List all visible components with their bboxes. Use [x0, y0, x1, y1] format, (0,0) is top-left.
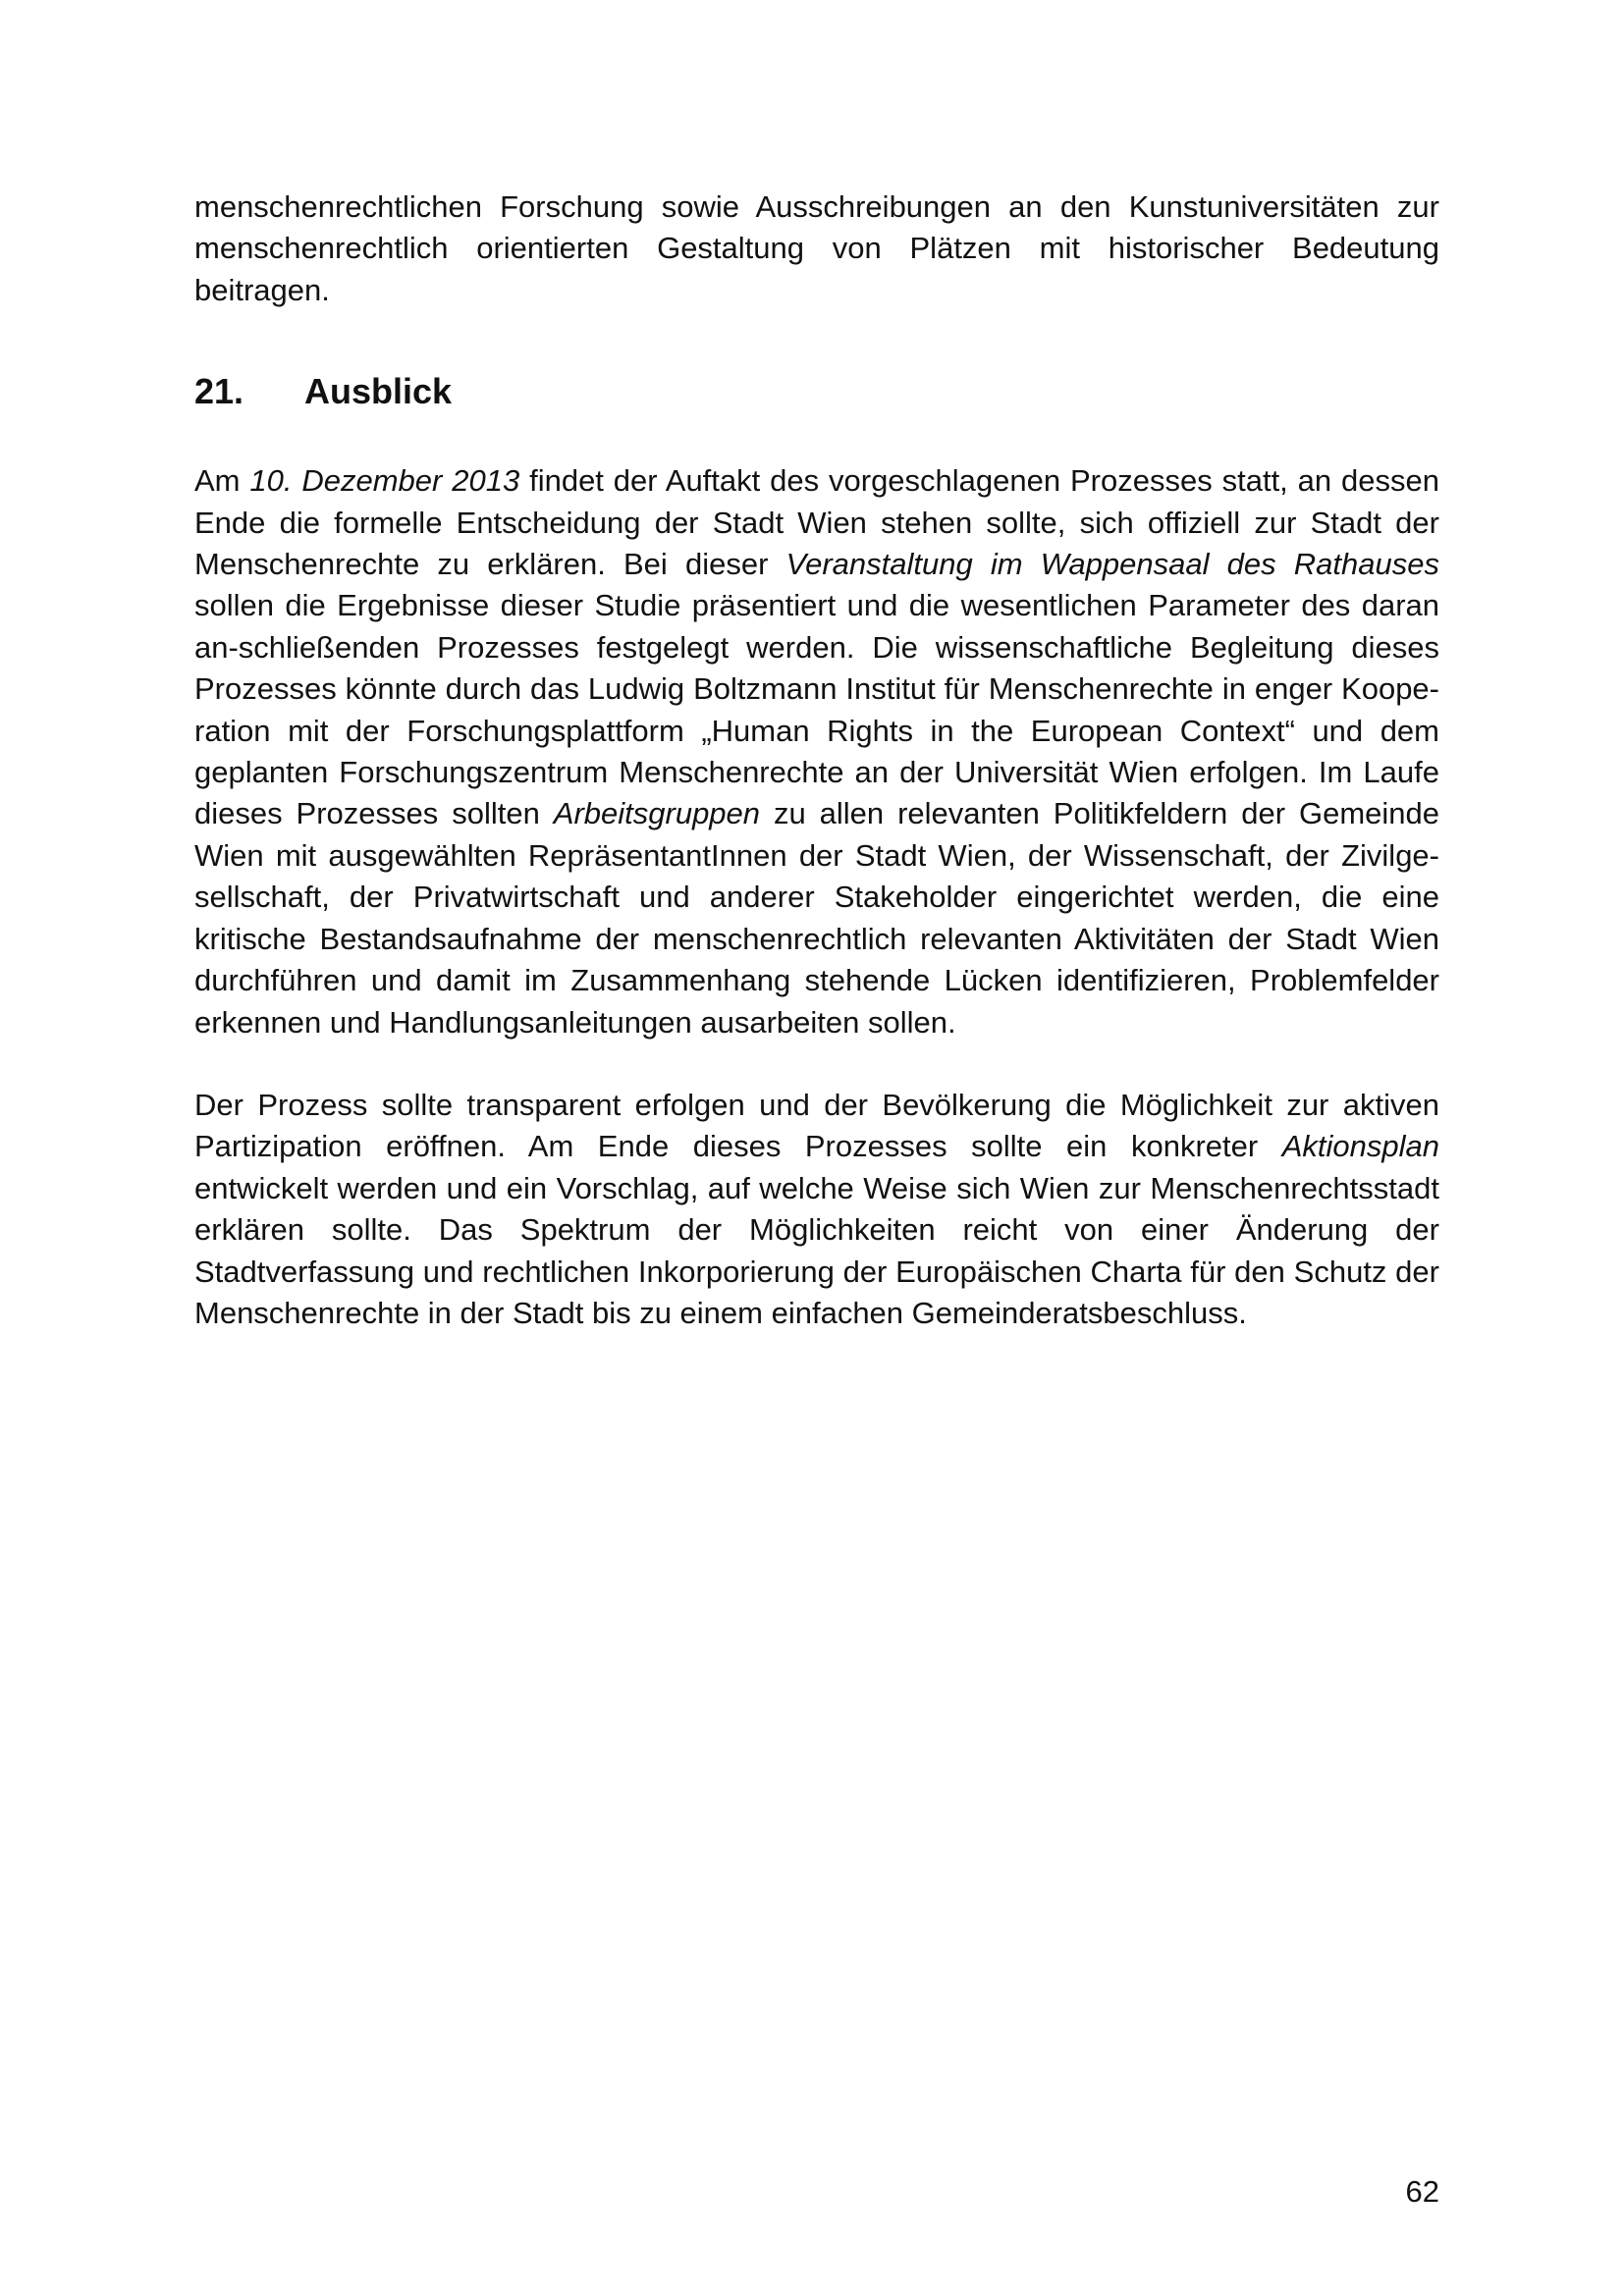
- paragraph-1-italic-date: 10. Dezember 2013: [249, 463, 520, 499]
- paragraph-2: [194, 1085, 1439, 1334]
- paragraph-1-text-4: zu allen relevanten Politikfeldern der Gemeinde Wien mit ausgewählten RepräsentantInnen der Stadt Wien, der Wissenschaft, der Zivilge-sellschaft, der Privatwirtschaft und anderer Stakeholder eingerichtet werden, die eine kritische Bestandsaufnahme der menschenrechtlich relevanten Aktivitäten der Stadt Wien durchführen und damit im Zusammenhang stehende Lücken identifizieren, Problemfelder erkennen und Handlungsanleitungen ausarbeiten sollen.: [194, 796, 1440, 1040]
- paragraph-1-italic-groups: Arbeitsgruppen: [553, 796, 761, 831]
- paragraph-2-text-1: Der Prozess sollte transparent erfolgen und der Bevölkerung die Möglichkeit zur aktiven Partizipation eröffnen. Am Ende dieses Prozesses sollte ein konkreter: [194, 1087, 1439, 1164]
- section-number: 21.: [194, 371, 244, 412]
- section-title: Ausblick: [304, 371, 453, 412]
- paragraph-2-italic-plan: Aktionsplan: [1281, 1129, 1439, 1164]
- paragraph-1-text-2: findet der Auftakt des vorgeschlagenen Prozesses statt, an dessen Ende die formelle Entscheidung der Stadt Wien stehen sollte, sich offiziell zur Stadt der Menschenrechte zu erklären. Bei dieser: [194, 463, 1439, 582]
- page-number: 62: [1405, 2174, 1439, 2209]
- paragraph-2-text-2: entwickelt werden und ein Vorschlag, auf welche Weise sich Wien zur Menschenrechtsstadt erklären sollte. Das Spektrum der Möglichkeiten reicht von einer Änderung der Stadtverfassung und rechtlichen Inkorporierung der Europäischen Charta für den Schutz der Menschenrechte in der Stadt bis zu einem einfachen Gemeinderatsbeschluss.: [194, 1170, 1439, 1330]
- section-heading: [194, 370, 1439, 413]
- paragraph-1-italic-event: Veranstaltung im Wappensaal des Rathauses: [785, 547, 1440, 582]
- paragraph-1-text-1: Am: [194, 463, 250, 499]
- paragraph-1-text-3: sollen die Ergebnisse dieser Studie präsentiert und die wesentlichen Parameter des daran an-schließenden Prozesses festgelegt werden. Die wissenschaftliche Begleitung dieses Prozesses könnte durch das Ludwig Boltzmann Institut für Menschenrechte in enger Koope-ration mit der Forschungsplattform „Human Rights in the European Context“ und dem geplanten Forschungszentrum Menschenrechte an der Universität Wien erfolgen. Im Laufe dieses Prozesses sollten: [194, 588, 1439, 831]
- top-paragraph: menschenrechtlichen Forschung sowie Ausschreibungen an den Kunstuniversitäten zur menschenrechtlich orientierten Gestaltung von Plätzen mit historischer Bedeutung beitragen.: [194, 189, 1439, 307]
- page-content: [194, 187, 1439, 1334]
- paragraph-1: [194, 460, 1439, 1043]
